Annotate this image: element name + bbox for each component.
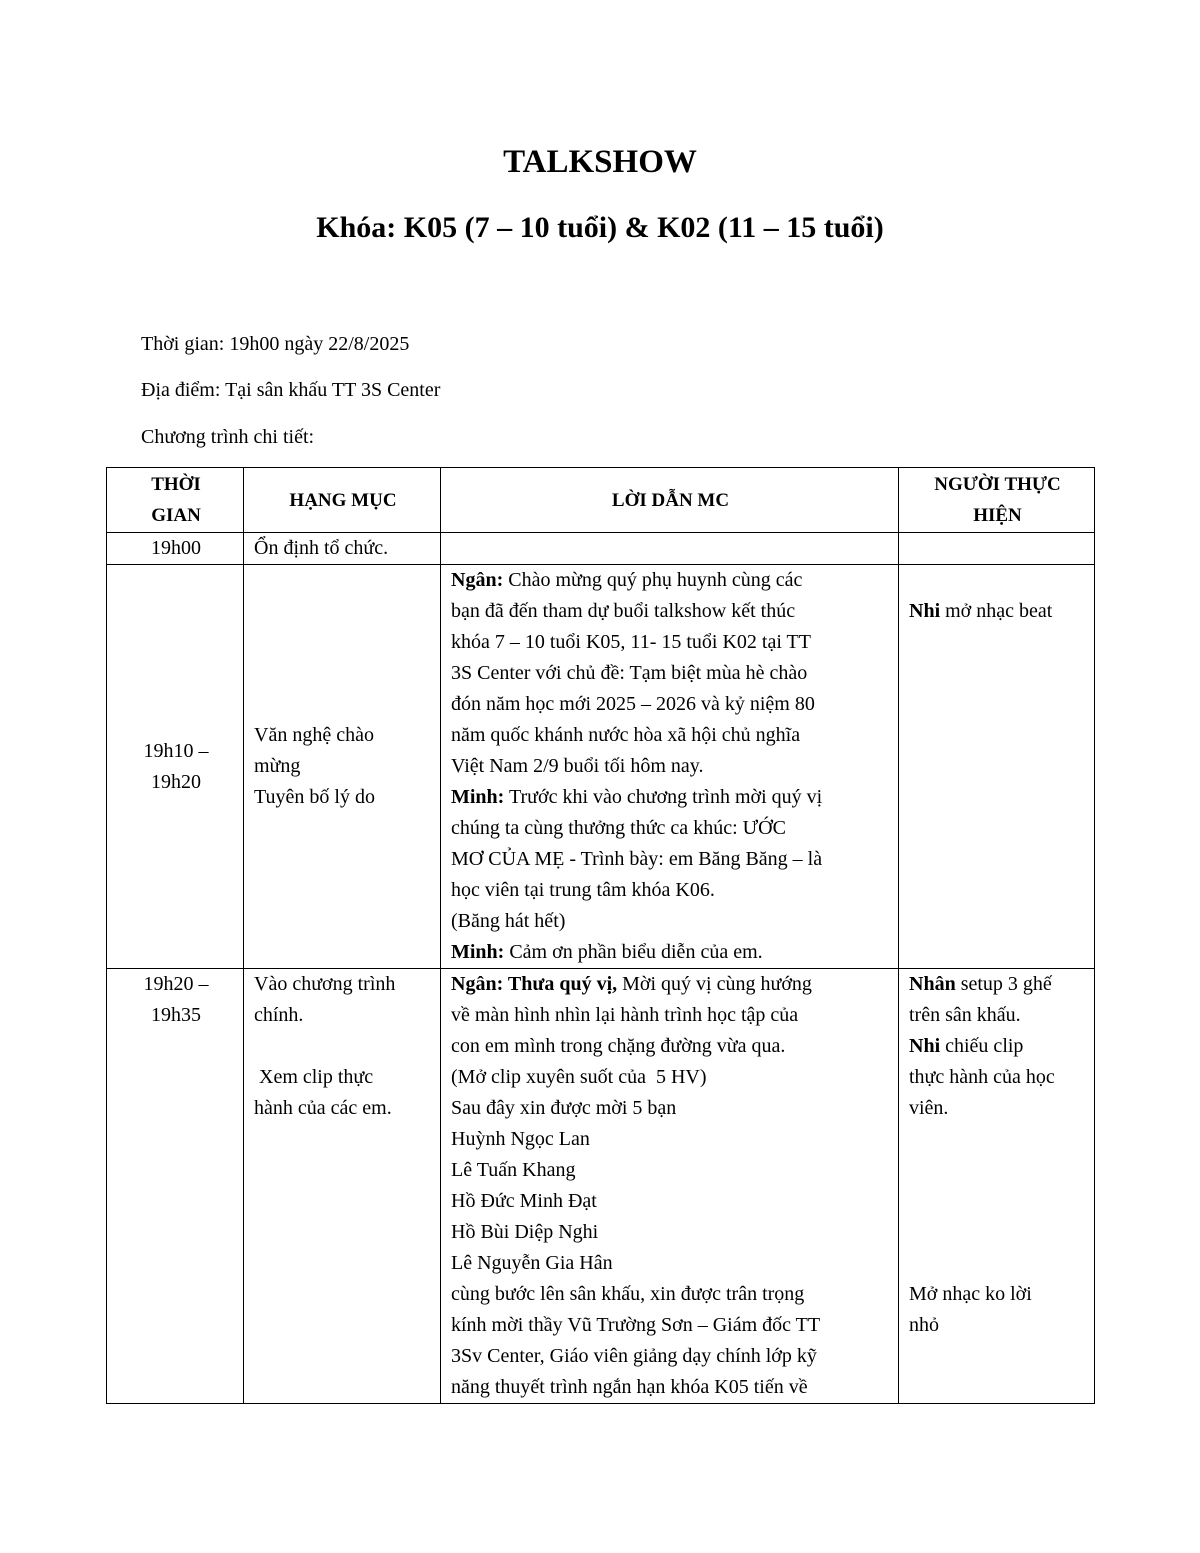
mc-text: bạn đã đến tham dự buổi talkshow kết thúc — [451, 600, 796, 622]
mc-text: (Mở clip xuyên suốt của 5 HV) — [451, 1066, 707, 1088]
row3-item — [244, 969, 441, 1404]
row3-item-line4: hành của các em. — [254, 1097, 392, 1119]
mc-text: đón năm học mới 2025 – 2026 và kỷ niệm 80 — [451, 693, 815, 715]
student-name: Lê Tuấn Khang — [451, 1159, 576, 1181]
person-task: thực hành của học — [909, 1066, 1055, 1088]
mc-text: khóa 7 – 10 tuổi K05, 11- 15 tuổi K02 tại TT — [451, 631, 811, 653]
row2-person — [899, 565, 1095, 969]
header-person-line2: HIỆN — [973, 505, 1022, 526]
mc-text: MƠ CỦA MẸ - Trình bày: em Băng Băng – là — [451, 848, 823, 870]
person-task: Mở nhạc ko lời — [909, 1283, 1032, 1305]
mc-text: Trước khi vào chương trình mời quý vị — [504, 786, 823, 808]
person-task: mở nhạc beat — [940, 600, 1053, 622]
table-row — [107, 969, 1095, 1404]
info-place: Địa điểm: Tại sân khấu TT 3S Center — [141, 379, 441, 401]
mc-text: năm quốc khánh nước hòa xã hội chủ nghĩa — [451, 724, 801, 746]
mc-text: 3S Center với chủ đề: Tạm biệt mùa hè chào — [451, 662, 808, 684]
table-row — [107, 565, 1095, 969]
header-time-line2: GIAN — [151, 505, 201, 526]
header-time — [107, 468, 244, 533]
mc-text: năng thuyết trình ngắn hạn khóa K05 tiến về — [451, 1376, 808, 1398]
mc-text: 3Sv Center, Giáo viên giảng dạy chính lớp kỹ — [451, 1345, 817, 1367]
row3-item-line3: Xem clip thực — [254, 1066, 374, 1088]
row2-item-line1: Văn nghệ chào — [254, 724, 374, 746]
header-item: HẠNG MỤC — [244, 468, 441, 533]
row3-time-line2: 19h35 — [151, 1004, 201, 1026]
mc-text: cùng bước lên sân khấu, xin được trân trọng — [451, 1283, 805, 1305]
person-task: trên sân khấu. — [909, 1004, 1021, 1026]
speaker-label: Minh: — [451, 786, 505, 808]
info-program: Chương trình chi tiết: — [141, 426, 315, 448]
speaker-label: Minh: — [451, 941, 505, 963]
speaker-label: Ngân: Thưa quý vị, — [451, 973, 618, 995]
student-name: Hồ Đức Minh Đạt — [451, 1190, 597, 1212]
row3-mc — [441, 969, 899, 1404]
row1-time: 19h00 — [107, 533, 244, 565]
row3-item-line2: chính. — [254, 1004, 304, 1026]
row2-time-line2: 19h20 — [151, 770, 201, 793]
row2-item-line3: Tuyên bố lý do — [254, 786, 375, 808]
mc-text: kính mời thầy Vũ Trường Sơn – Giám đốc TT — [451, 1314, 821, 1336]
header-person-line1: NGƯỜI THỰC — [934, 474, 1061, 495]
row3-item-line1: Vào chương trình — [254, 973, 396, 995]
table-row — [107, 533, 1095, 565]
student-name: Hồ Bùi Diệp Nghi — [451, 1221, 599, 1243]
header-person — [899, 468, 1095, 533]
mc-text: Việt Nam 2/9 buổi tối hôm nay. — [451, 755, 704, 777]
info-time: Thời gian: 19h00 ngày 22/8/2025 — [141, 333, 410, 355]
page-title: TALKSHOW — [503, 144, 697, 180]
row2-item-line2: mừng — [254, 755, 301, 777]
person-name: Nhân — [909, 973, 956, 995]
mc-text: con em mình trong chặng đường vừa qua. — [451, 1035, 786, 1057]
table-header-row — [107, 468, 1095, 533]
mc-text: học viên tại trung tâm khóa K06. — [451, 879, 715, 901]
header-time-line1: THỜI — [151, 474, 201, 495]
mc-text: Cảm ơn phần biểu diễn của em. — [504, 941, 763, 963]
row1-person — [899, 533, 1095, 565]
mc-text: Mời quý vị cùng hướng — [617, 973, 812, 995]
person-name: Nhi — [909, 600, 941, 622]
row1-item: Ổn định tổ chức. — [244, 533, 441, 565]
mc-text: (Băng hát hết) — [451, 910, 566, 932]
mc-text: Sau đây xin được mời 5 bạn — [451, 1097, 677, 1119]
person-task: chiếu clip — [940, 1035, 1024, 1057]
row2-time-line1: 19h10 – — [143, 739, 209, 762]
student-name: Huỳnh Ngọc Lan — [451, 1128, 590, 1150]
schedule-table — [106, 467, 1095, 1404]
mc-text: chúng ta cùng thưởng thức ca khúc: ƯỚC — [451, 817, 786, 839]
mc-text: Chào mừng quý phụ huynh cùng các — [503, 569, 803, 591]
row2-time — [107, 565, 244, 969]
student-name: Lê Nguyễn Gia Hân — [451, 1252, 613, 1274]
row3-time-line1: 19h20 – — [143, 973, 209, 995]
row3-time — [107, 969, 244, 1404]
header-mc: LỜI DẪN MC — [441, 468, 899, 533]
person-name: Nhi — [909, 1035, 941, 1057]
row1-mc — [441, 533, 899, 565]
row2-item — [244, 565, 441, 969]
person-task: nhỏ — [909, 1314, 939, 1336]
person-task: setup 3 ghế — [955, 973, 1052, 995]
row2-mc — [441, 565, 899, 969]
page-subtitle: Khóa: K05 (7 – 10 tuổi) & K02 (11 – 15 tuổi) — [316, 211, 884, 244]
speaker-label: Ngân: — [451, 569, 504, 591]
row3-person — [899, 969, 1095, 1404]
mc-text: về màn hình nhìn lại hành trình học tập của — [451, 1004, 799, 1026]
person-task: viên. — [909, 1097, 949, 1119]
